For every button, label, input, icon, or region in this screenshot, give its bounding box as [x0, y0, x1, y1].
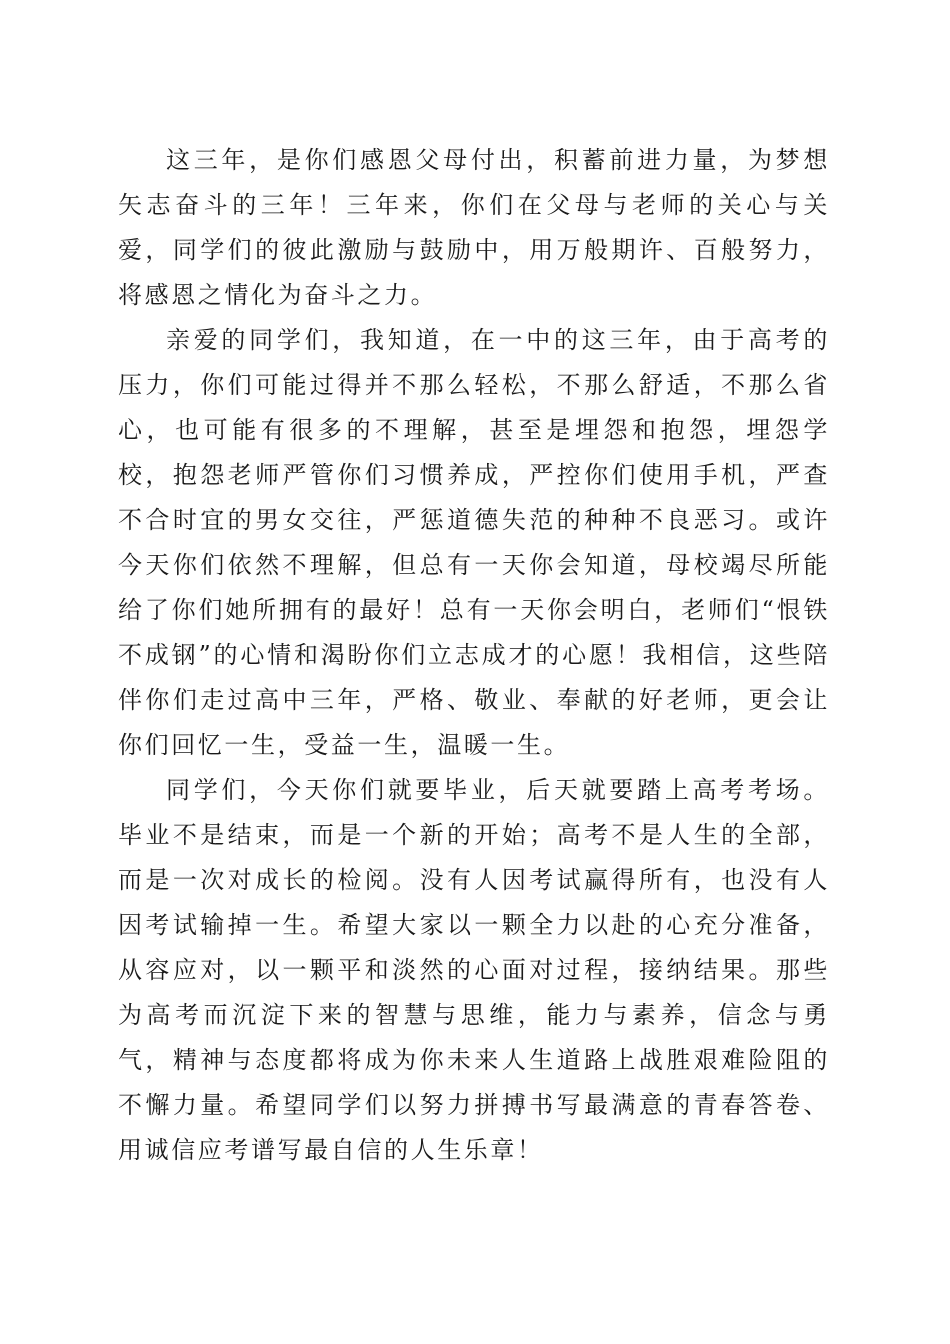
paragraph-school-life: 亲爱的同学们，我知道，在一中的这三年，由于高考的压力，你们可能过得并不那么轻松，不那么舒适，不那么省心，也可能有很多的不理解，甚至是埋怨和抱怨，埋怨学校，抱怨老师严管你们习惯养成，严控你们使用手机，严查不合时宜的男女交往，严惩道德失范的种种不良恶习。或许今天你们依然不理解，但总有一天你会知道，母校竭尽所能给了你们她所拥有的最好！总有一天你会明白，老师们“恨铁不成钢”的心情和渴盼你们立志成才的心愿！我相信，这些陪伴你们走过高中三年，严格、敬业、奉献的好老师，更会让你们回忆一生，受益一生，温暖一生。	[118, 326, 830, 759]
paragraph-exam-wishes: 同学们，今天你们就要毕业，后天就要踏上高考考场。毕业不是结束，而是一个新的开始；高考不是人生的全部，而是一次对成长的检阅。没有人因考试赢得所有，也没有人因考试输掉一生。希望大家以一颗全力以赴的心充分准备，从容应对，以一颗平和淡然的心面对过程，接纳结果。那些为高考而沉淀下来的智慧与思维，能力与素养，信念与勇气，精神与态度都将成为你未来人生道路上战胜艰难险阻的不懈力量。希望同学们以努力拼搏书写最满意的青春答卷、用诚信应考谱写最自信的人生乐章！	[118, 776, 830, 1164]
document-body	[118, 138, 830, 1173]
paragraph-gratitude: 这三年，是你们感恩父母付出，积蓄前进力量，为梦想矢志奋斗的三年！三年来，你们在父母与老师的关心与关爱，同学们的彼此激励与鼓励中，用万般期许、百般努力，将感恩之情化为奋斗之力。	[118, 146, 830, 309]
